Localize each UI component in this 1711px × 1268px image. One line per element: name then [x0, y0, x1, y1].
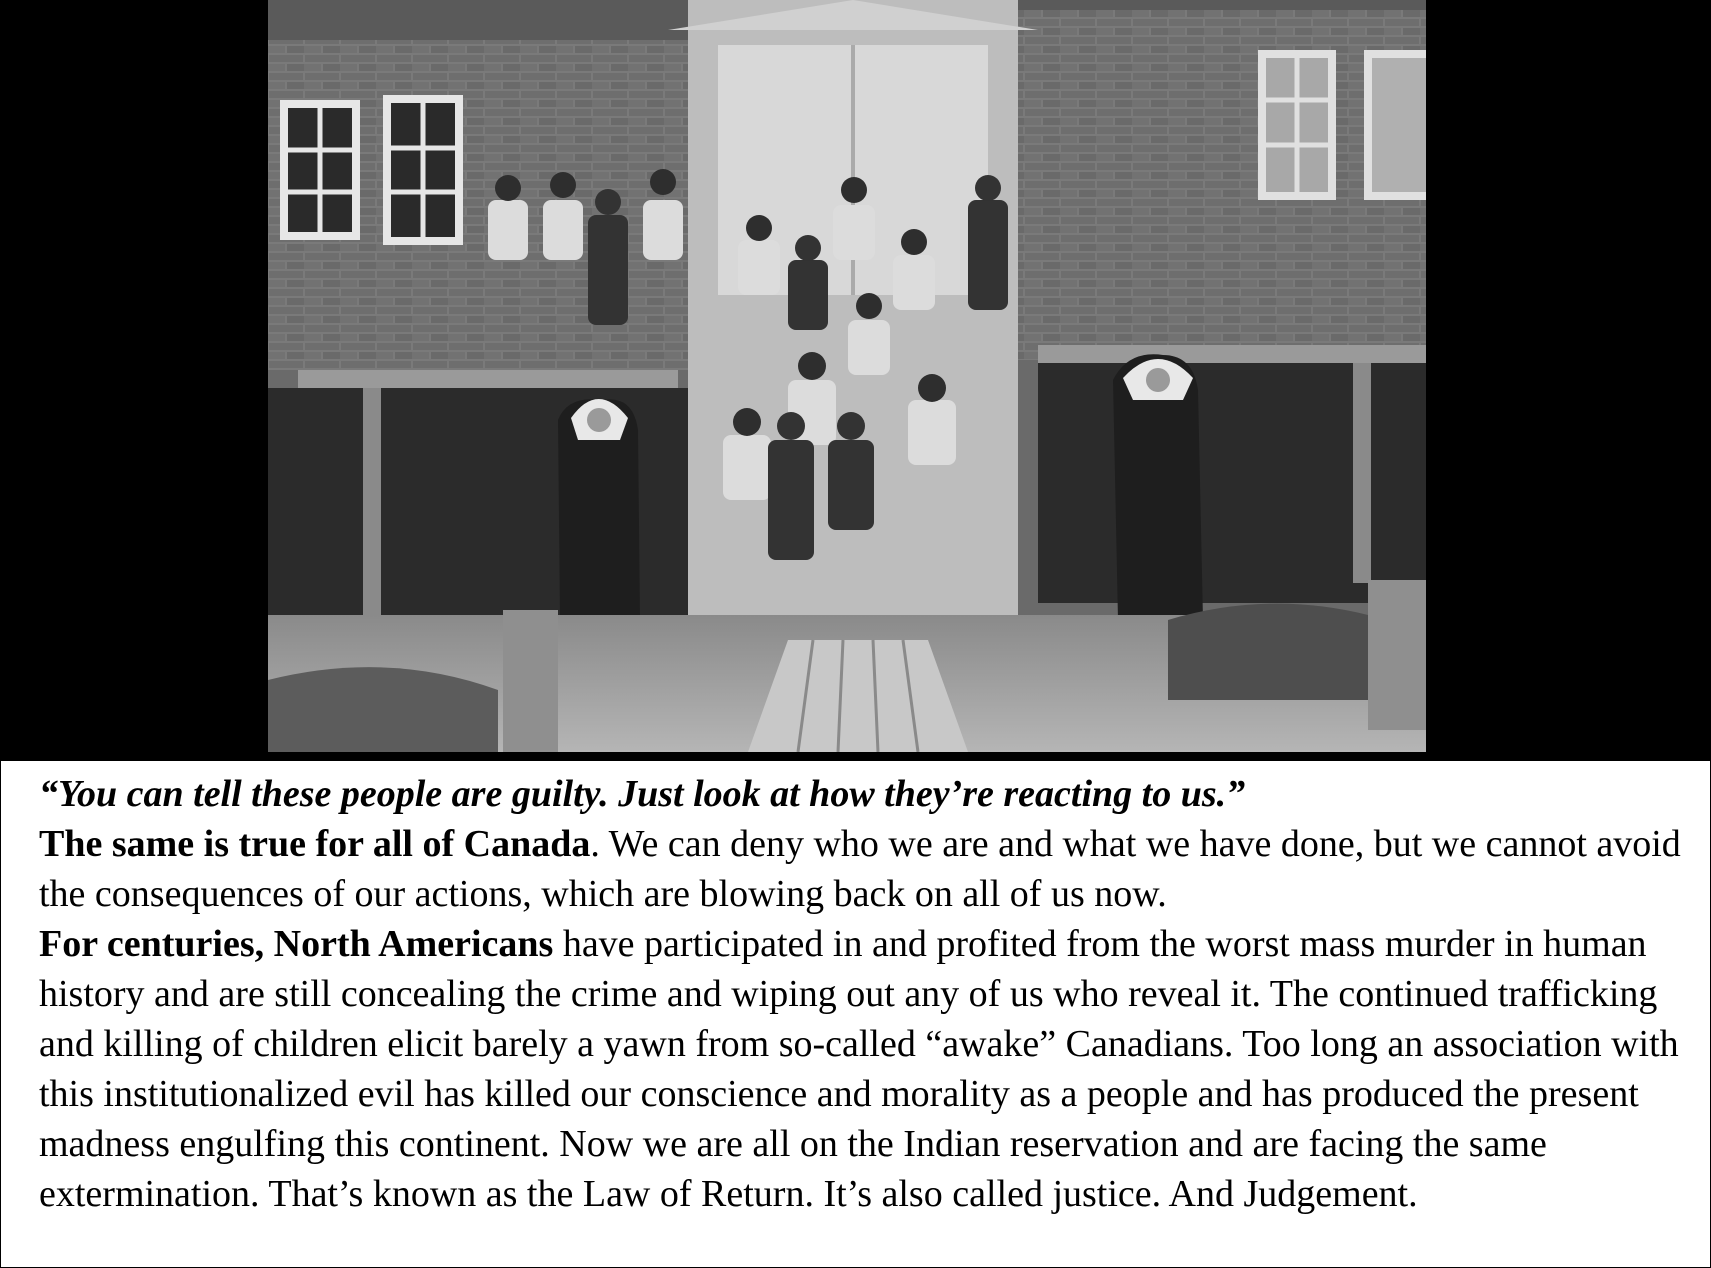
- quote-line: “You can tell these people are guilty. Just look at how they’re reacting to us.”: [39, 773, 1246, 815]
- historical-photograph: [268, 0, 1426, 752]
- paragraph-centuries: [39, 919, 1700, 1219]
- paragraph-centuries-bold: For centuries, North Americans: [39, 923, 554, 965]
- caption-text-block: [0, 760, 1711, 1268]
- paragraph-canada-bold: The same is true for all of Canada: [39, 823, 591, 865]
- paragraph-canada-text: . We can deny who we are and what we have done, but we cannot avoid the consequences of our actions, which are blowing back on all of us now.: [39, 823, 1681, 915]
- paragraph-centuries-text: have participated in and profited from the worst mass murder in human history and are still concealing the crime and wiping out any of us who reveal it. The continued trafficking and killing of children elicit barely a yawn from so-called “awake” Canadians. Too long an association with this institutionalized evil has killed our conscience and morality as a people and has produced the present madness engulfing this continent. Now we are all on the Indian reservation and are facing the same extermination. That’s known as the Law of Return. It’s also called justice. And Judgement.: [39, 923, 1679, 1215]
- paragraph-canada: [39, 819, 1700, 919]
